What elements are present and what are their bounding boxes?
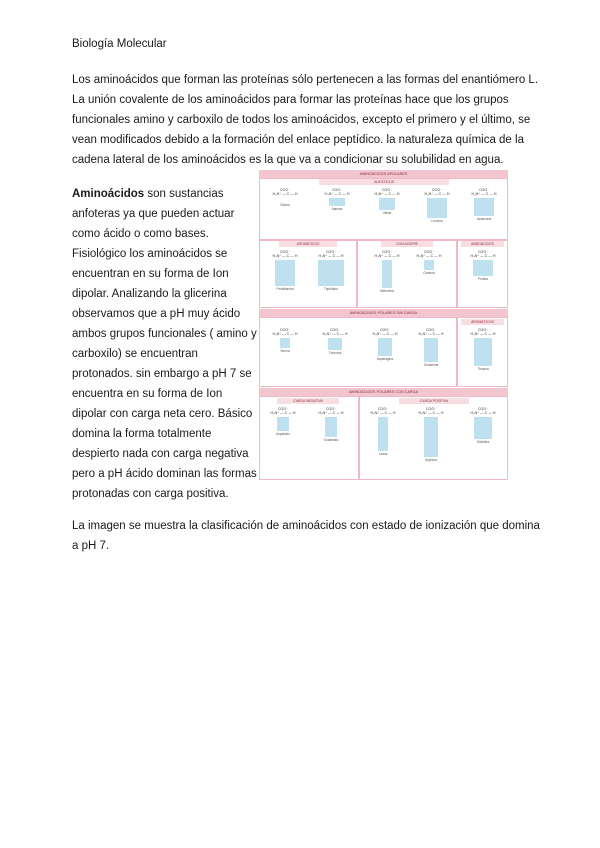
molecule-glutamine: COO⁻ H₃N⁺ — C — H Glutamina <box>418 328 444 367</box>
document-header: Biología Molecular <box>72 38 167 50</box>
subsection-carga-positiva: CARGA POSITIVA <box>399 398 469 404</box>
subsection-aromaticos: AROMÁTICOS <box>279 241 337 247</box>
molecule-serine: COO⁻ H₃N⁺ — C — H Serina <box>272 328 298 353</box>
molecule-threonine: COO⁻ H₃N⁺ — C — H Treonina <box>322 328 348 355</box>
section-band-polar: AMINOÁCIDOS POLARES SIN CARGA <box>259 309 508 317</box>
molecule-glycine: COO⁻ H₃N⁺ — C — H Glicina <box>272 188 298 207</box>
intro-paragraph: Los aminoácidos que forman las proteínas sólo pertenecen a las formas del enantiómero L. La unión covalente de los aminoácidos para formar las proteínas hace que los grupos funcionales amino y carboxilo de todos los aminoácidos, excepto el primero y el último, se vean modificados debido a la formación del enlace peptídico. la naturaleza química de la cadena lateral de los aminoácidos es la que va a condicionar su solubilidad en agua. <box>72 74 539 166</box>
molecule-phenylalanine: COO⁻ H₃N⁺ — C — H Fenilalanina <box>272 250 298 291</box>
section-band-apolar: AMINOÁCIDOS APOLARES <box>259 170 508 178</box>
molecule-histidine: COO⁻ H₃N⁺ — C — H Histidina <box>470 407 496 444</box>
subsection-aromaticos-polares: AROMÁTICOS <box>461 319 504 325</box>
molecule-glutamate: COO⁻ H₃N⁺ — C — H Glutamato <box>318 407 344 442</box>
molecule-isoleucine: COO⁻ H₃N⁺ — C — H Isoleucina <box>471 188 497 221</box>
molecule-valine: COO⁻ H₃N⁺ — C — H Valina <box>374 188 400 215</box>
molecule-lysine: COO⁻ H₃N⁺ — C — H Lisina <box>370 407 396 456</box>
molecule-cysteine: COO⁻ H₃N⁺ — C — H Cisteína <box>416 250 442 275</box>
molecule-methionine: COO⁻ H₃N⁺ — C — H Metionina <box>374 250 400 293</box>
side-text: son sustancias anfoteras ya que pueden actuar como ácido o como bases. Fisiológico los aminoácidos se encuentran en su forma de Ion dipolar. Analizando la glicerina observamos que a pH muy ácido ambos grupos funcionales ( amino y carboxilo) se encuentran protonados. sin embargo a pH 7 se encuentra en su forma de Ion dipolar con carga neta cero. Básico domina la forma totalmente despierto nada con carga negativa pero a pH ácido dominan las formas protonadas con carga positiva. <box>72 188 257 500</box>
closing-paragraph: La imagen se muestra la clasificación de aminoácidos con estado de ionización que domina a pH 7. <box>72 520 540 552</box>
amino-acid-classification-figure <box>259 170 508 480</box>
subsection-carga-negativa: CARGA NEGATIVA <box>277 398 339 404</box>
molecule-tyrosine: COO⁻ H₃N⁺ — C — H Tirosina <box>470 328 496 371</box>
molecule-asparagine: COO⁻ H₃N⁺ — C — H Asparagina <box>372 328 398 361</box>
side-paragraph <box>72 184 258 504</box>
molecule-aspartate: COO⁻ H₃N⁺ — C — H Aspartato <box>270 407 296 436</box>
molecule-proline: COO⁻ H₃N⁺ — C — H Prolina <box>470 250 496 281</box>
subsection-alifaticos: ALIFÁTICOS <box>319 179 449 185</box>
subsection-iminoacidos: IMINOÁCIDOS <box>461 241 504 247</box>
bold-term: Aminoácidos <box>72 188 145 200</box>
molecule-arginine: COO⁻ H₃N⁺ — C — H Arginina <box>418 407 444 462</box>
subsection-azufre: CON AZUFRE <box>381 241 433 247</box>
section-band-charged: AMINOÁCIDOS POLARES CON CARGA <box>259 388 508 396</box>
molecule-alanine: COO⁻ H₃N⁺ — C — H Alanina <box>324 188 350 211</box>
molecule-tryptophan: COO⁻ H₃N⁺ — C — H Triptófano <box>318 250 344 291</box>
molecule-leucine: COO⁻ H₃N⁺ — C — H Leucina <box>424 188 450 223</box>
